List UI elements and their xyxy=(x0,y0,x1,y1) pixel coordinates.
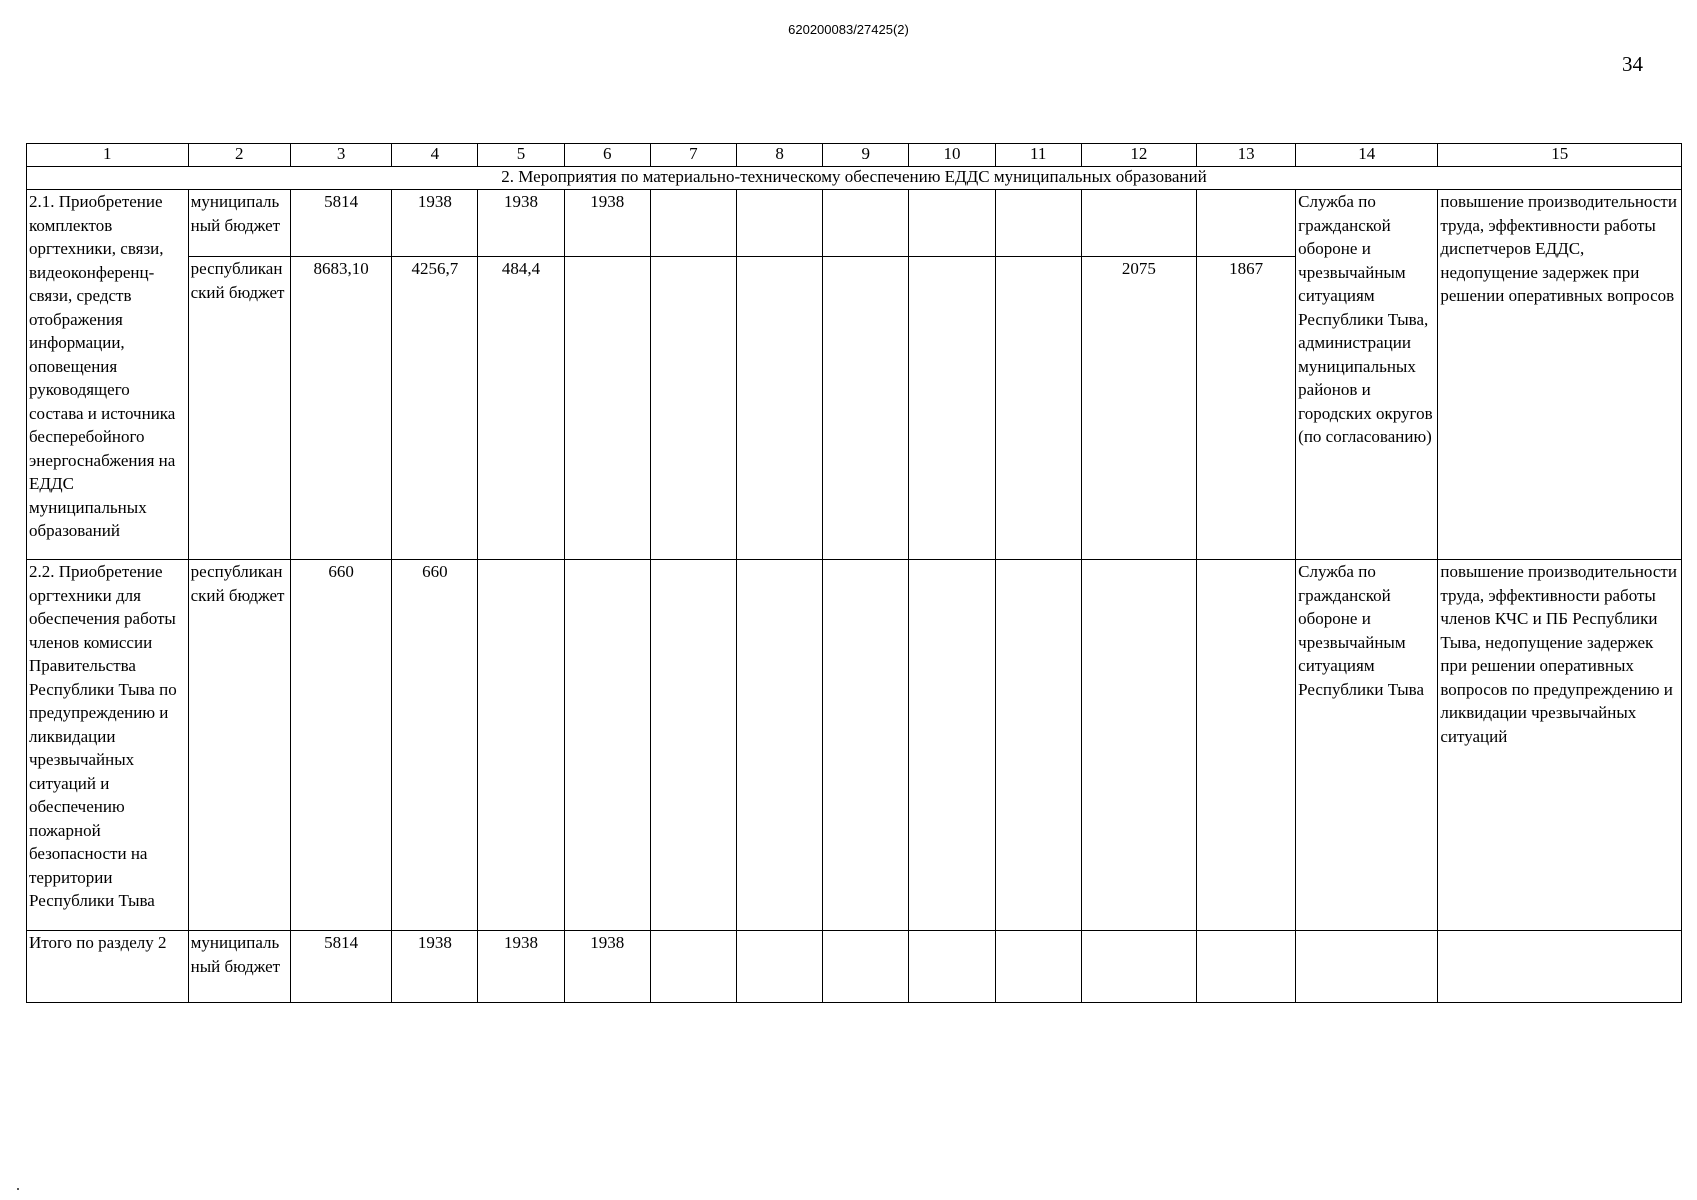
expected-result: повышение производительности труда, эффективности работы диспетчеров ЕДДС, недопущение задержек при решении оперативных вопросов xyxy=(1438,190,1682,560)
column-number: 6 xyxy=(564,144,650,167)
value-cell xyxy=(1197,931,1296,1003)
value-cell: 660 xyxy=(392,560,478,931)
value-cell xyxy=(823,560,909,931)
section-title: 2. Мероприятия по материально-техническому обеспечению ЕДДС муниципальных образований xyxy=(27,167,1682,190)
executor xyxy=(1296,931,1438,1003)
value-cell xyxy=(564,560,650,931)
value-cell xyxy=(650,257,736,560)
value-cell xyxy=(823,931,909,1003)
value-cell xyxy=(737,560,823,931)
value-cell xyxy=(909,560,995,931)
column-number: 12 xyxy=(1081,144,1196,167)
scan-speck xyxy=(17,1188,19,1190)
value-cell xyxy=(564,257,650,560)
funding-source: муниципальный бюджет xyxy=(188,190,290,257)
column-number: 14 xyxy=(1296,144,1438,167)
column-number: 3 xyxy=(290,144,391,167)
funding-source: республиканский бюджет xyxy=(188,560,290,931)
column-number: 5 xyxy=(478,144,564,167)
value-cell xyxy=(650,190,736,257)
value-cell xyxy=(1081,560,1196,931)
activity-name: 2.2. Приобретение оргтехники для обеспечения работы членов комиссии Правительства Республики Тыва по предупреждению и ликвидации чрезвычайных ситуаций и обеспечению пожарной безопасности на территории Республики Тыва xyxy=(27,560,189,931)
value-cell xyxy=(909,931,995,1003)
value-cell xyxy=(909,190,995,257)
value-cell: 1938 xyxy=(478,190,564,257)
value-cell xyxy=(1081,931,1196,1003)
value-cell xyxy=(995,190,1081,257)
value-cell xyxy=(995,257,1081,560)
value-cell: 484,4 xyxy=(478,257,564,560)
funding-source: республиканский бюджет xyxy=(188,257,290,560)
column-number: 11 xyxy=(995,144,1081,167)
expected-result: повышение производительности труда, эффективности работы членов КЧС и ПБ Республики Тыва, недопущение задержек при решении оперативных вопросов по предупреждению и ликвидации чрезвычайных ситуаций xyxy=(1438,560,1682,931)
expected-result xyxy=(1438,931,1682,1003)
value-cell xyxy=(1081,190,1196,257)
column-number: 15 xyxy=(1438,144,1682,167)
value-cell xyxy=(737,257,823,560)
column-number: 7 xyxy=(650,144,736,167)
activity-name: 2.1. Приобретение комплектов оргтехники, связи, видеоконференц-связи, средств отображения информации, оповещения руководящего состава и источника бесперебойного энергоснабжения на ЕДДС муниципальных образований xyxy=(27,190,189,560)
value-cell xyxy=(909,257,995,560)
value-cell: 8683,10 xyxy=(290,257,391,560)
value-cell: 5814 xyxy=(290,931,391,1003)
value-cell xyxy=(823,257,909,560)
value-cell xyxy=(1197,190,1296,257)
value-cell xyxy=(995,931,1081,1003)
table-row xyxy=(27,190,1682,257)
value-cell xyxy=(995,560,1081,931)
column-number: 4 xyxy=(392,144,478,167)
page-number: 34 xyxy=(1622,52,1643,76)
value-cell: 5814 xyxy=(290,190,391,257)
value-cell xyxy=(650,931,736,1003)
column-number: 9 xyxy=(823,144,909,167)
total-label: Итого по разделу 2 xyxy=(27,931,189,1003)
value-cell xyxy=(650,560,736,931)
value-cell: 1867 xyxy=(1197,257,1296,560)
value-cell xyxy=(478,560,564,931)
column-number: 8 xyxy=(737,144,823,167)
column-number: 2 xyxy=(188,144,290,167)
column-number-row xyxy=(27,144,1682,167)
value-cell: 1938 xyxy=(564,190,650,257)
value-cell xyxy=(1197,560,1296,931)
executor: Служба по гражданской обороне и чрезвычайным ситуациям Республики Тыва, администрации муниципальных районов и городских округов (по согласованию) xyxy=(1296,190,1438,560)
value-cell: 1938 xyxy=(478,931,564,1003)
total-row xyxy=(27,931,1682,1003)
value-cell: 4256,7 xyxy=(392,257,478,560)
program-activities-table xyxy=(26,143,1682,1003)
value-cell: 1938 xyxy=(392,190,478,257)
value-cell: 2075 xyxy=(1081,257,1196,560)
table-row xyxy=(27,560,1682,931)
value-cell xyxy=(737,931,823,1003)
value-cell: 660 xyxy=(290,560,391,931)
column-number: 10 xyxy=(909,144,995,167)
value-cell: 1938 xyxy=(392,931,478,1003)
value-cell: 1938 xyxy=(564,931,650,1003)
column-number: 13 xyxy=(1197,144,1296,167)
column-number: 1 xyxy=(27,144,189,167)
value-cell xyxy=(737,190,823,257)
executor: Служба по гражданской обороне и чрезвычайным ситуациям Республики Тыва xyxy=(1296,560,1438,931)
section-title-row xyxy=(27,167,1682,190)
document-id: 620200083/27425(2) xyxy=(788,22,909,37)
funding-source: муниципальный бюджет xyxy=(188,931,290,1003)
value-cell xyxy=(823,190,909,257)
